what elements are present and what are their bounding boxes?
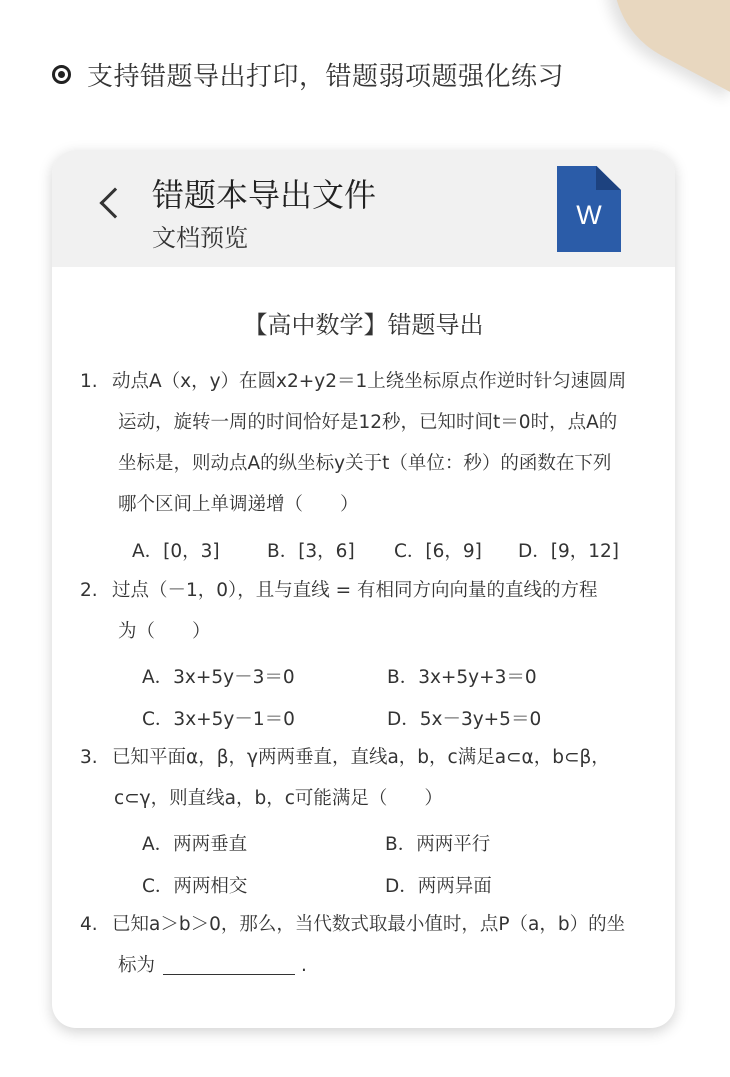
- question-line: 运动，旋转一周的时间恰好是12秒，已知时间t＝0时，点A的: [118, 412, 618, 433]
- question-number: 1.: [80, 371, 98, 392]
- question-line: 已知平面α，β，γ两两垂直，直线a，b，c满足a⊂α，b⊂β，: [112, 747, 610, 768]
- question-tail: .: [301, 955, 307, 976]
- question-2: [80, 570, 665, 652]
- back-chevron-icon[interactable]: [99, 187, 130, 218]
- question-line: 标为: [118, 955, 156, 976]
- question-3: [80, 737, 665, 819]
- word-document-icon: [557, 166, 623, 252]
- option: A．两两垂直: [142, 834, 248, 855]
- option: B．3x+5y+3＝0: [387, 667, 537, 688]
- option: C．3x+5y－1＝0: [142, 709, 295, 730]
- question-line: c⊂γ，则直线a，b，c可能满足（ ）: [114, 788, 443, 809]
- option: D．两两异面: [385, 876, 492, 897]
- option: B．[3，6]: [267, 541, 355, 562]
- option: B．两两平行: [385, 834, 491, 855]
- question-line-answer: [80, 945, 665, 986]
- question-4: [80, 904, 665, 986]
- option: C．[6，9]: [394, 541, 482, 562]
- question-line: 坐标是，则动点A的纵坐标y关于t（单位：秒）的函数在下列: [118, 453, 612, 474]
- feature-line: [52, 56, 564, 93]
- question-number: 2.: [80, 580, 98, 601]
- card-header: [52, 150, 675, 267]
- document-preview-card: [52, 150, 675, 1028]
- option: A．3x+5y－3＝0: [142, 667, 295, 688]
- option: A．[0，3]: [132, 541, 220, 562]
- feature-text: 支持错题导出打印，错题弱项题强化练习: [87, 62, 565, 92]
- word-icon-letter: W: [576, 200, 602, 230]
- document-title: 【高中数学】错题导出: [243, 311, 484, 339]
- question-line: 已知a＞b＞0，那么，当代数式取最小值时，点P（a，b）的坐: [112, 914, 626, 935]
- option: C．两两相交: [142, 876, 248, 897]
- question-line: 过点（－1，0），且与直线 = 有相同方向向量的直线的方程: [112, 580, 598, 601]
- answer-blank[interactable]: [163, 953, 295, 975]
- question-line: 哪个区间上单调递增（ ）: [118, 494, 359, 515]
- header-title: 错题本导出文件: [152, 176, 377, 214]
- option: D．5x－3y+5＝0: [387, 709, 542, 730]
- bullet-icon: [52, 65, 71, 84]
- header-subtitle: 文档预览: [152, 224, 248, 252]
- corner-decoration: [582, 0, 730, 93]
- option: D．[9，12]: [518, 541, 619, 562]
- question-number: 4.: [80, 914, 98, 935]
- question-1: [80, 361, 665, 525]
- question-line: 为（ ）: [118, 621, 211, 642]
- question-line: 动点A（x，y）在圆x2+y2＝1上绕坐标原点作逆时针匀速圆周: [112, 371, 627, 392]
- question-number: 3.: [80, 747, 98, 768]
